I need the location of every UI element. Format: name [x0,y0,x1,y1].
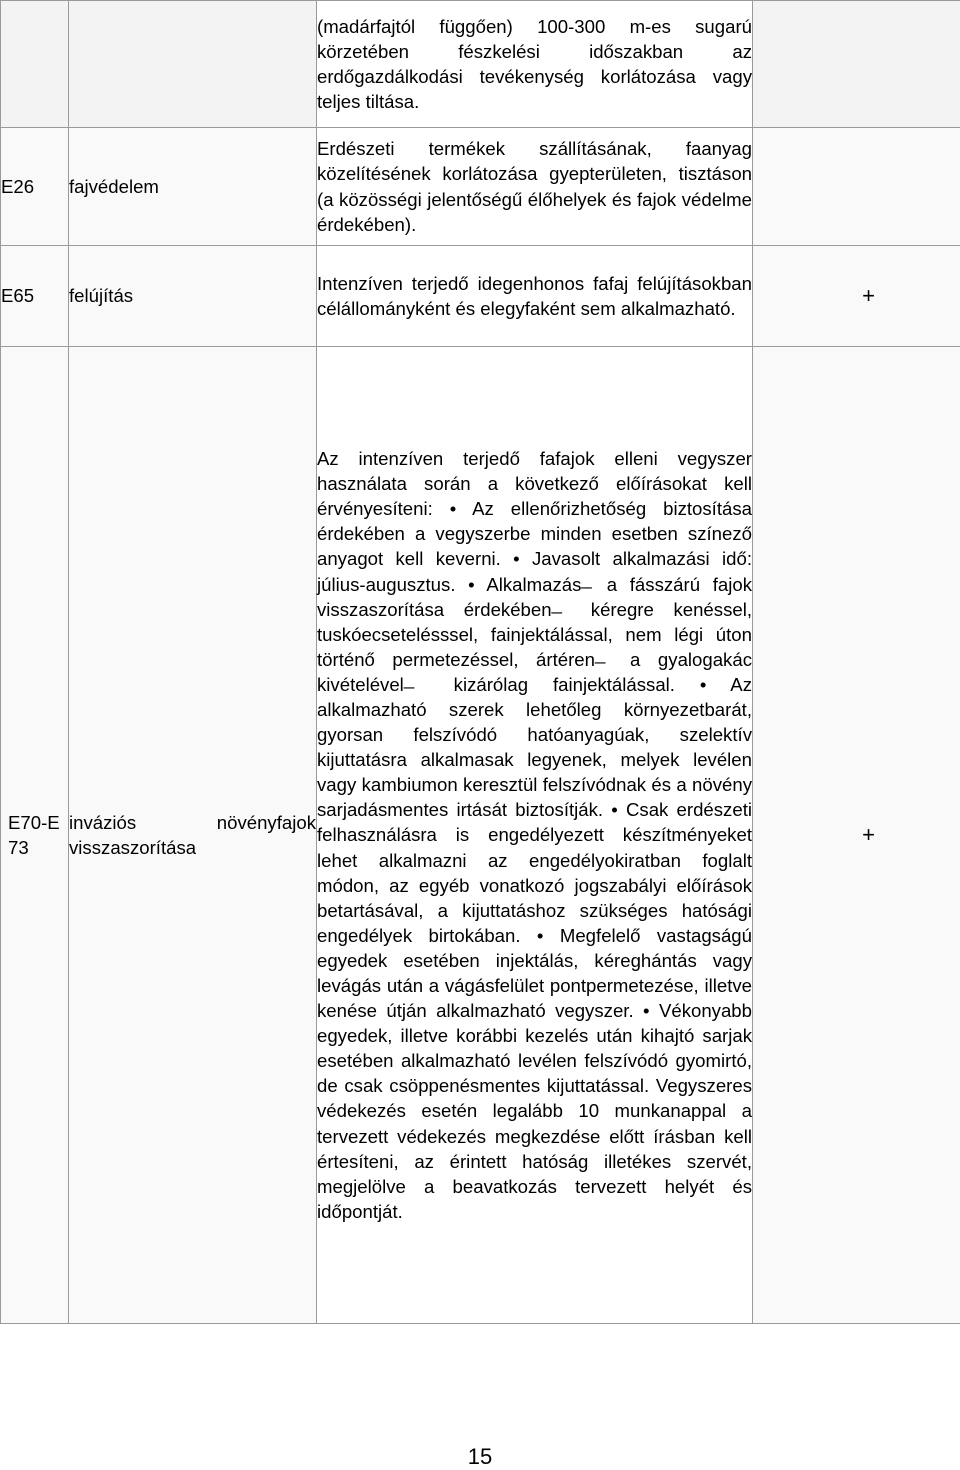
mark-symbol: + [862,283,875,309]
row-description [69,1,317,128]
row-code [1,1,69,128]
table-row [1,347,960,1324]
row-text: Erdészeti termékek szállításának, faanyag közelítésének korlátozása gyepterületen, tisztáson (a közösségi jelentőségű élőhelyek és fajok védelme érdekében). [317,128,753,246]
table-row [1,246,960,347]
row-mark [753,347,960,1324]
row-code: E65 [1,246,69,347]
row-description: inváziós növényfajok visszaszorítása [69,347,317,1324]
row-description: felújítás [69,246,317,347]
row-text: (madárfajtól függően) 100-300 m-es sugarú körzetében fészkelési időszakban az erdőgazdálkodási tevékenység korlátozása vagy teljes tiltása. [317,1,753,128]
row-text: Intenzíven terjedő idegenhonos fafaj felújításokban célállományként és elegyfaként sem alkalmazható. [317,246,753,347]
row-mark [753,1,960,128]
page-number: 15 [467,1444,493,1469]
row-code: E70-E73 [1,347,69,1324]
row-description: fajvédelem [69,128,317,246]
row-text: Az intenzíven terjedő fafajok elleni vegyszer használata során a következő előírásokat kell érvényesíteni: • Az ellenőrizhetőség biztosítása érdekében a vegyszerbe minden esetben színező anyagot kell keverni. • Javasolt alkalmazási idő: július-augusztus. • Alkalmazás ̶ a fásszárú fajok visszaszorítása érdekében ̶ kéregre kenéssel, tuskóecsetelésssel, fainjektálással, nem légi úton történő permetezéssel, ártéren ̶ a gyalogakác kivételével ̶ kizárólag fainjektálással. • Az alkalmazható szerek lehetőleg környezetbarát, gyorsan felszívódó hatóanyagúak, szelektív kijuttatásra alkalmasak legyenek, melyek levélen vagy kambiumon keresztül felszívódnak és a növény sarjadásmentes irtását biztosítják. • Csak erdészeti felhasználásra is engedélyezett készítményeket lehet alkalmazni az engedélyokiratban foglalt módon, az egyéb vonatkozó jogszabályi előírások betartásával, a kijuttatáshoz szükséges hatósági engedélyek birtokában. • Megfelelő vastagságú egyedek esetében injektálás, kéreghántás vagy levágás után a vágásfelület pontpermetezése, illetve kenése útján alkalmazható vegyszer. • Vékonyabb egyedek, illetve korábbi kezelés után kihajtó sarjak esetében alkalmazható levélen felszívódó gyomirtó, de csak csöppenésmentes kijuttatással. Vegyszeres védekezés esetén legalább 10 munkanappal a tervezett védekezés megkezdése előtt írásban kell értesíteni, az érintett hatóság illetékes szervét, megjelölve a beavatkozás tervezett helyét és időpontját. [317,347,753,1324]
table-row [1,128,960,246]
table-row [1,1,960,128]
row-mark [753,246,960,347]
row-mark [753,128,960,246]
mark-symbol: + [862,822,875,848]
row-code: E26 [1,128,69,246]
